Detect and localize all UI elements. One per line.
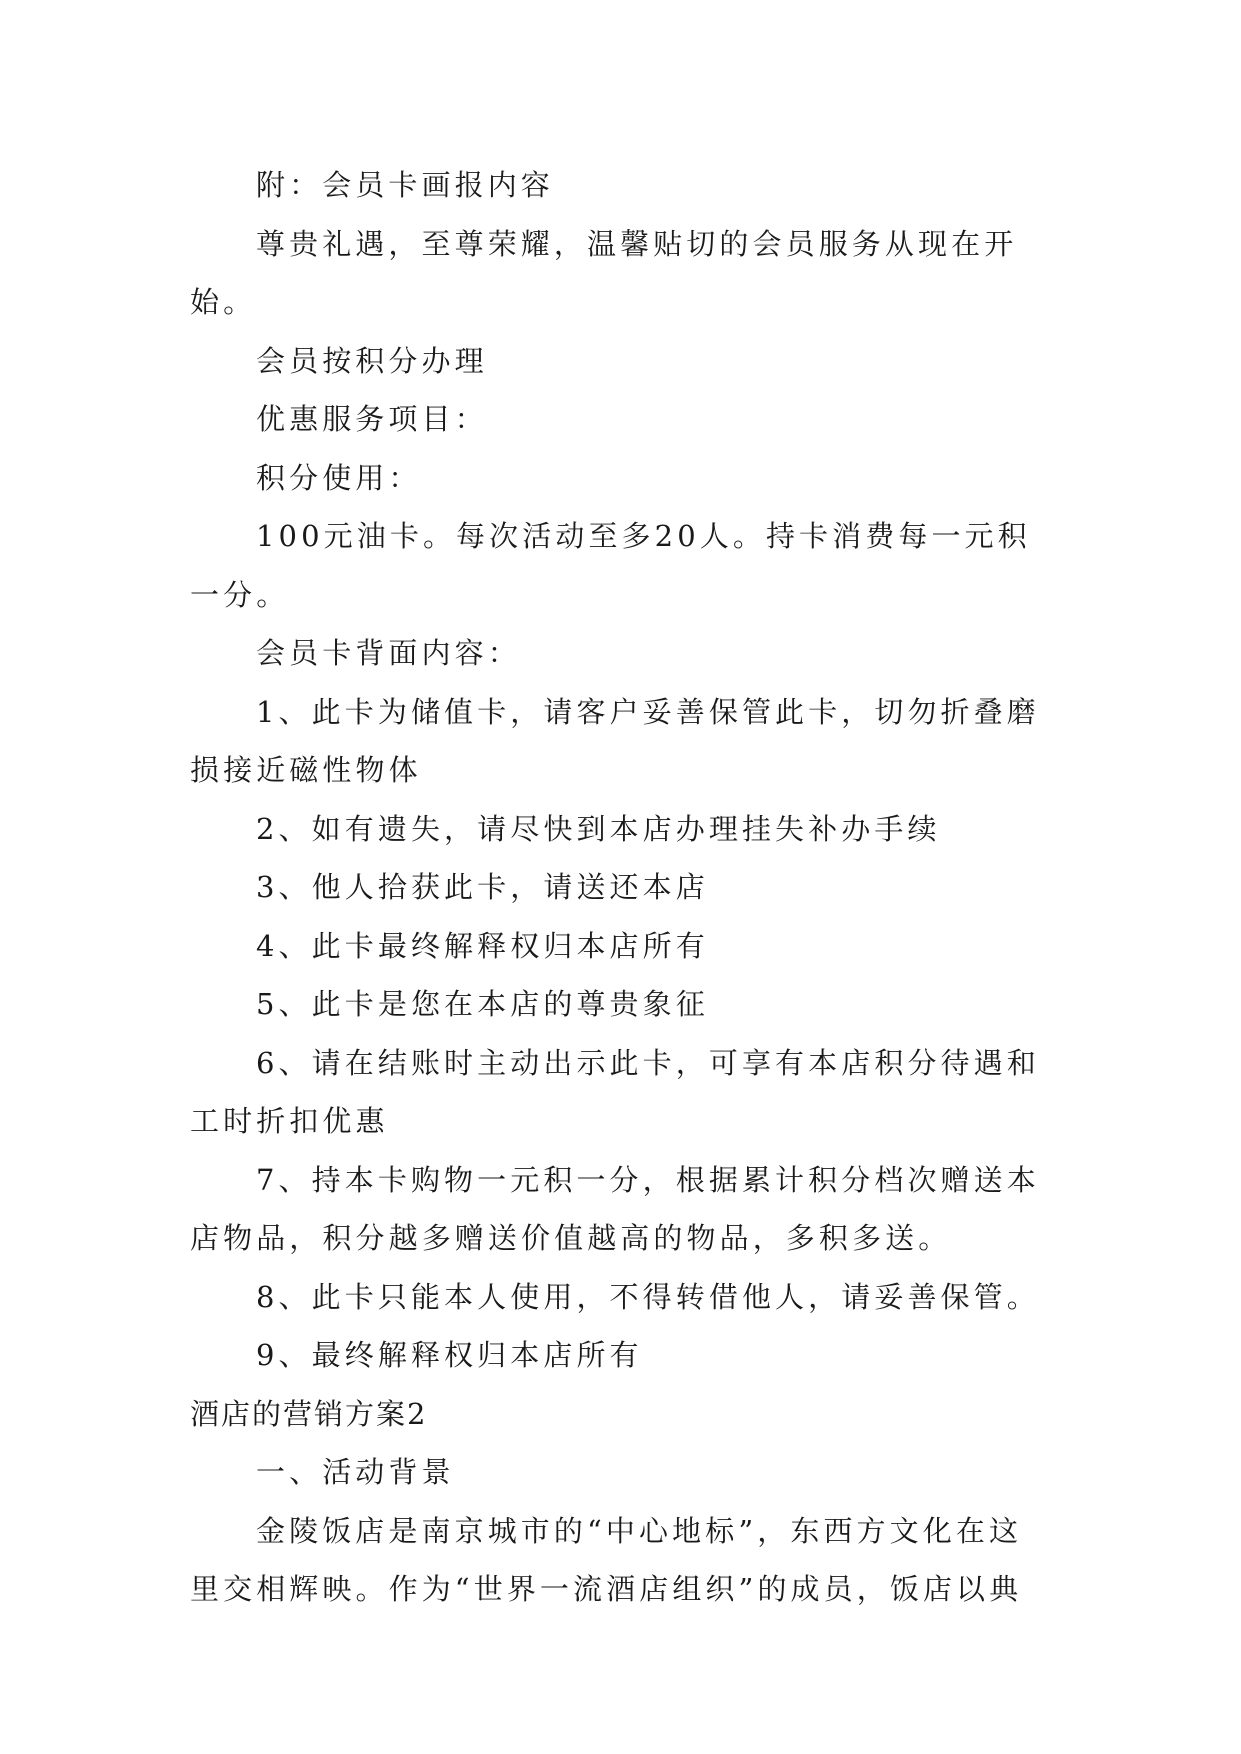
card-rule-6: 6、请在结账时主动出示此卡，可享有本店积分待遇和工时折扣优惠 [190, 1045, 1040, 1138]
paragraph-appendix-title: 附：会员卡画报内容 [256, 168, 554, 202]
paragraph-hotel-intro: 金陵饭店是南京城市的“中心地标”，东西方文化在这里交相辉映。作为“世界一流酒店组织”的成员，饭店以典 [190, 1513, 1023, 1606]
section-heading: 酒店的营销方案2 [190, 1396, 428, 1431]
paragraph-fuel-card: 100元油卡。每次活动至多20人。持卡消费每一元积一分。 [190, 519, 1031, 612]
card-rule-1: 1、此卡为储值卡，请客户妥善保管此卡，切勿折叠磨损接近磁性物体 [190, 694, 1040, 787]
card-rule-9: 9、最终解释权归本店所有 [256, 1338, 643, 1372]
card-rule-7: 7、持本卡购物一元积一分，根据累计积分档次赠送本店物品，积分越多赠送价值越高的物品，多积多送。 [190, 1162, 1040, 1255]
card-rule-4: 4、此卡最终解释权归本店所有 [256, 928, 709, 963]
paragraph-discount-services: 优惠服务项目： [256, 402, 488, 436]
paragraph-slogan: 尊贵礼遇，至尊荣耀，温馨贴切的会员服务从现在开始。 [190, 226, 1018, 319]
card-rule-5: 5、此卡是您在本店的尊贵象征 [256, 987, 709, 1021]
card-rule-2: 2、如有遗失，请尽快到本店办理挂失补办手续 [256, 811, 941, 846]
card-rule-8: 8、此卡只能本人使用，不得转借他人，请妥善保管。 [256, 1279, 1040, 1314]
card-rule-3: 3、他人拾获此卡，请送还本店 [256, 870, 709, 904]
paragraph-card-back-title: 会员卡背面内容： [256, 636, 521, 670]
document-body [190, 156, 1050, 1619]
paragraph-activity-background-title: 一、活动背景 [256, 1455, 455, 1489]
paragraph-membership-by-points: 会员按积分办理 [256, 343, 488, 378]
paragraph-points-usage: 积分使用： [256, 460, 422, 495]
